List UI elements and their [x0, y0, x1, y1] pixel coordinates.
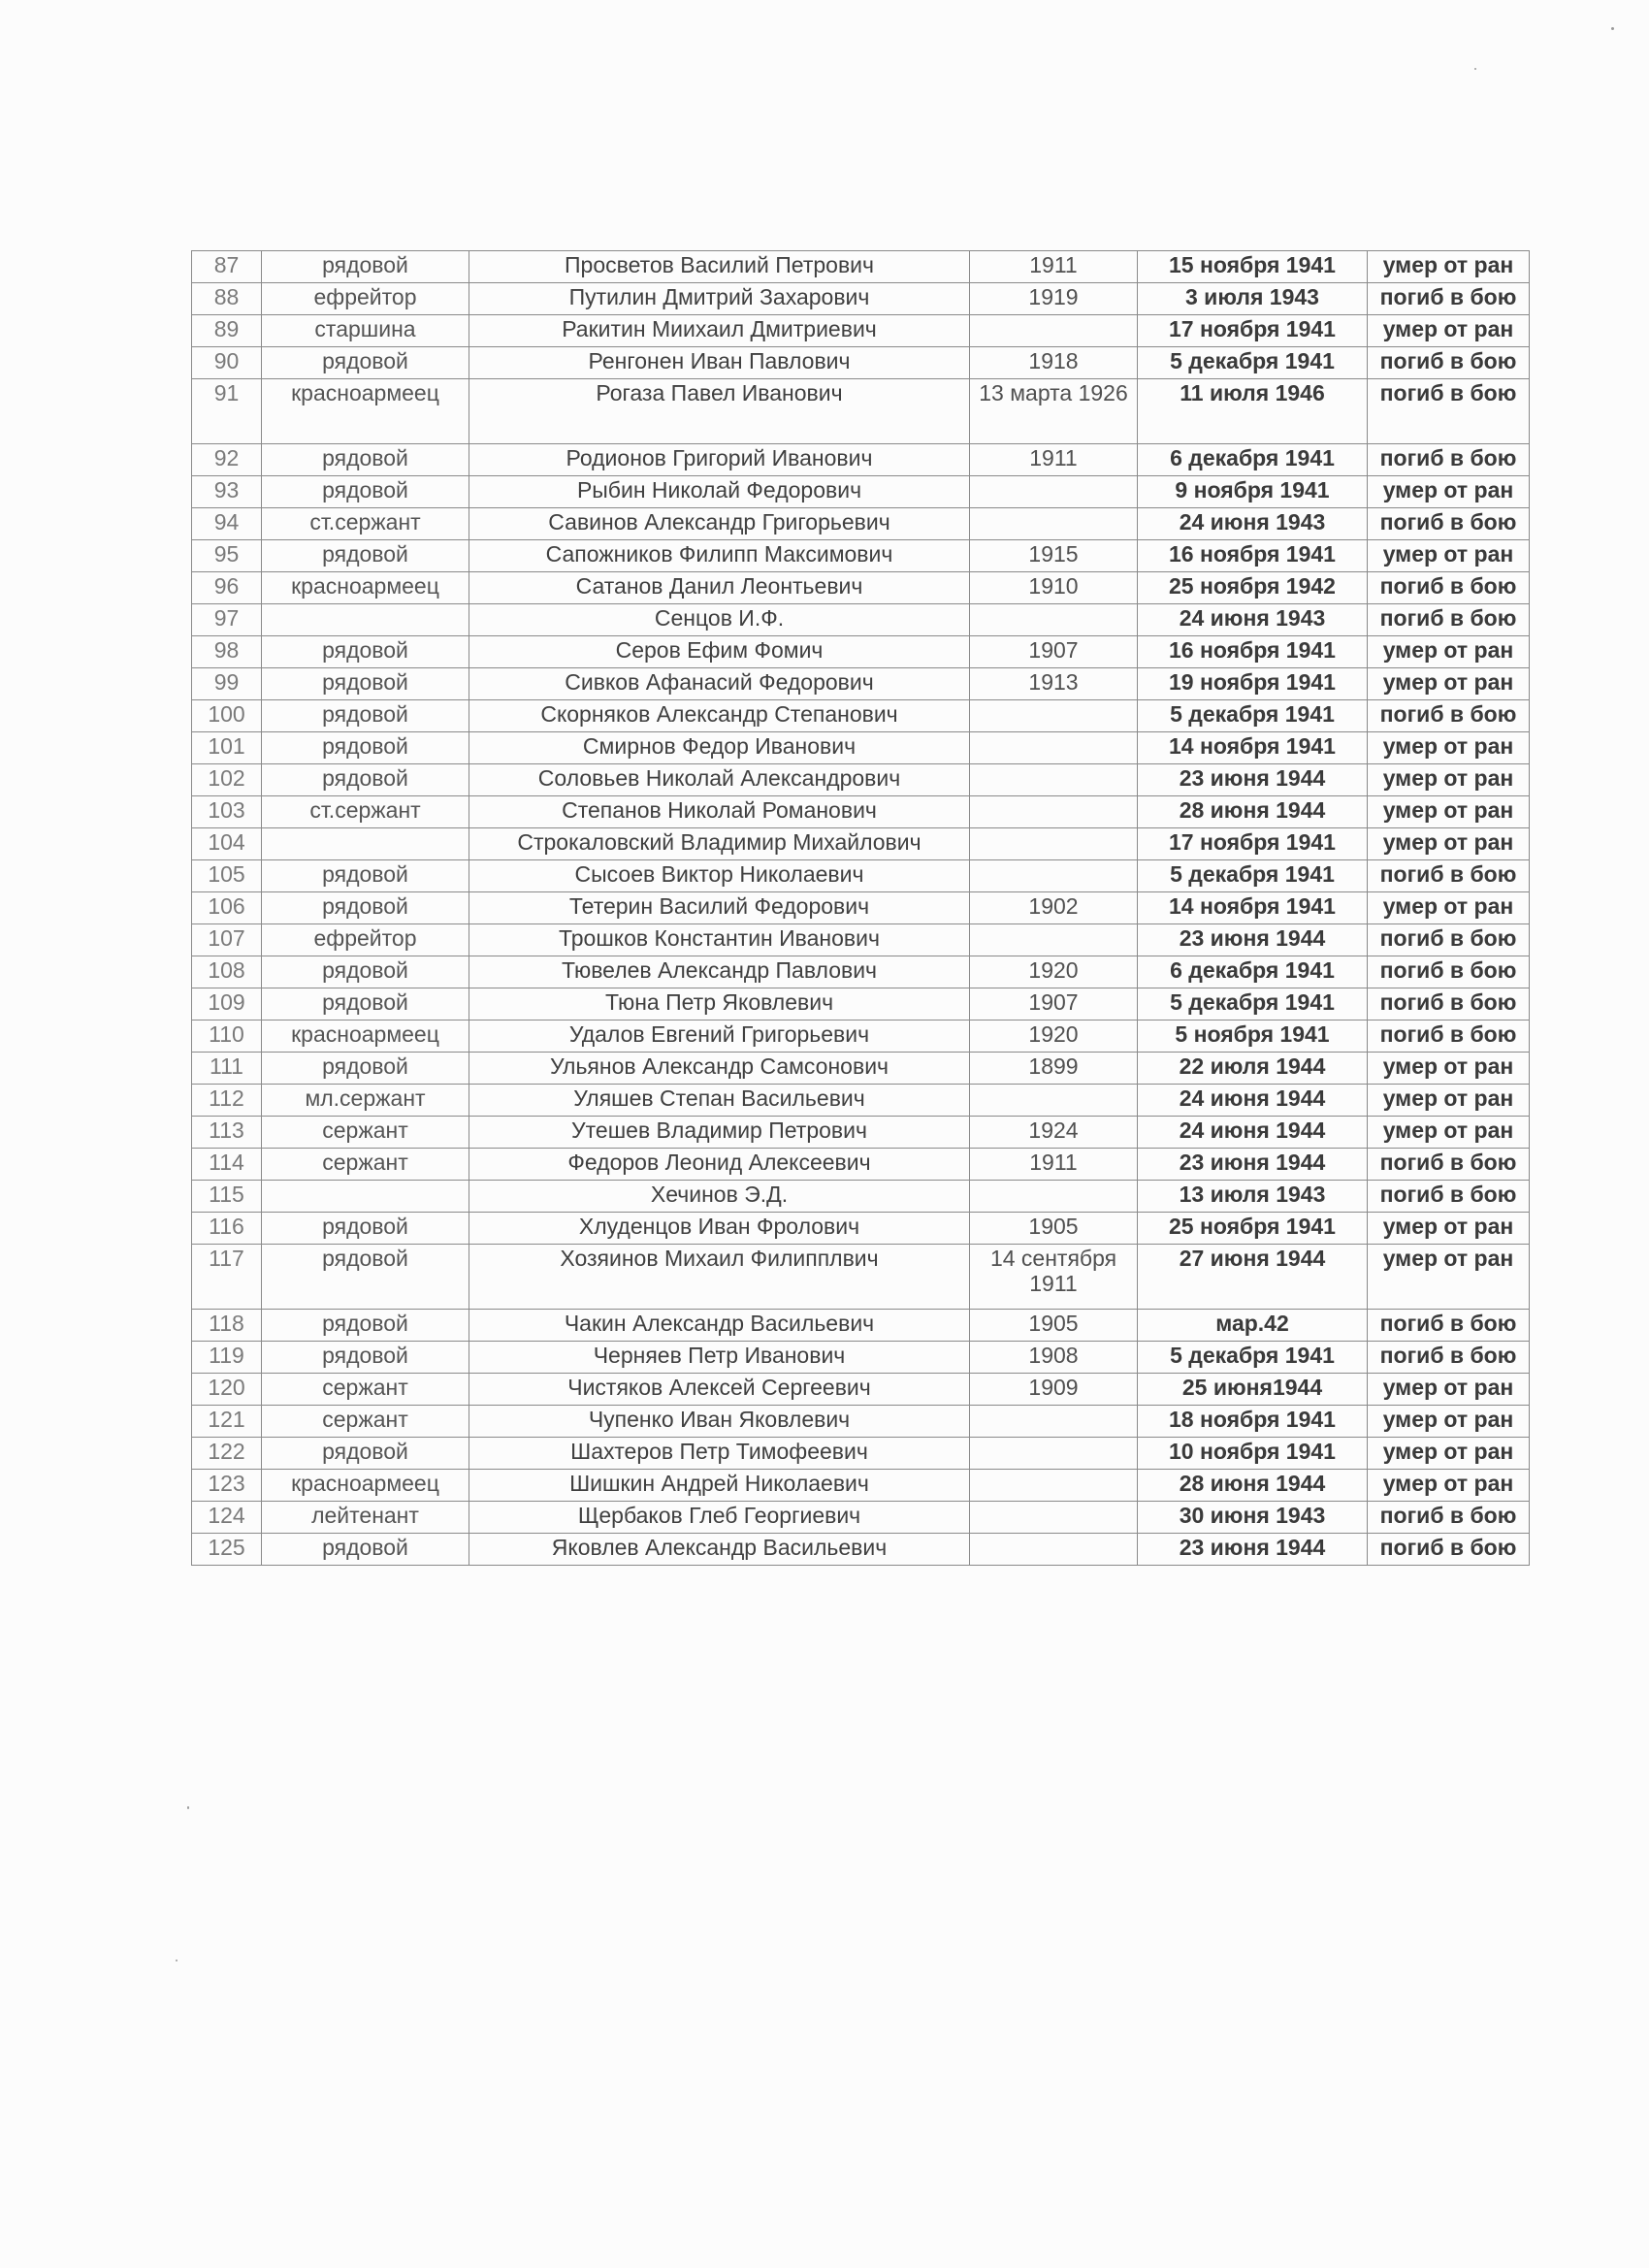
scan-speck — [1474, 68, 1476, 70]
death-date-cell: 23 июня 1944 — [1138, 1534, 1368, 1566]
death-date-cell: 24 июня 1944 — [1138, 1085, 1368, 1117]
rank-cell: сержант — [262, 1149, 469, 1181]
fate-cell: умер от ран — [1368, 1213, 1530, 1245]
row-number: 99 — [192, 668, 262, 700]
rank-cell: старшина — [262, 315, 469, 347]
table-row — [192, 1502, 1530, 1534]
table-row — [192, 892, 1530, 924]
fate-cell: умер от ран — [1368, 315, 1530, 347]
name-cell: Чакин Александр Васильевич — [469, 1310, 970, 1342]
table-row — [192, 700, 1530, 732]
name-cell: Путилин Дмитрий Захарович — [469, 283, 970, 315]
fate-cell: умер от ран — [1368, 732, 1530, 764]
row-number: 103 — [192, 796, 262, 828]
table-row — [192, 604, 1530, 636]
row-number: 94 — [192, 508, 262, 540]
birth-cell — [970, 1470, 1138, 1502]
death-date-cell: 17 ноября 1941 — [1138, 315, 1368, 347]
death-date-cell: 19 ноября 1941 — [1138, 668, 1368, 700]
table-row — [192, 1438, 1530, 1470]
row-number: 117 — [192, 1245, 262, 1310]
fate-cell: погиб в бою — [1368, 700, 1530, 732]
birth-cell — [970, 315, 1138, 347]
fate-cell: умер от ран — [1368, 476, 1530, 508]
birth-cell — [970, 700, 1138, 732]
row-number: 110 — [192, 1021, 262, 1053]
rank-cell: рядовой — [262, 1342, 469, 1374]
table-row — [192, 347, 1530, 379]
death-date-cell: 25 июня1944 — [1138, 1374, 1368, 1406]
name-cell: Савинов Александр Григорьевич — [469, 508, 970, 540]
name-cell: Рыбин Николай Федорович — [469, 476, 970, 508]
table-row — [192, 283, 1530, 315]
row-number: 119 — [192, 1342, 262, 1374]
rank-cell: ефрейтор — [262, 283, 469, 315]
rank-cell: красноармеец — [262, 379, 469, 444]
name-cell: Чупенко Иван Яковлевич — [469, 1406, 970, 1438]
fate-cell: погиб в бою — [1368, 1342, 1530, 1374]
row-number: 115 — [192, 1181, 262, 1213]
death-date-cell: мар.42 — [1138, 1310, 1368, 1342]
row-number: 113 — [192, 1117, 262, 1149]
name-cell: Родионов Григорий Иванович — [469, 444, 970, 476]
rank-cell: сержант — [262, 1117, 469, 1149]
fate-cell: погиб в бою — [1368, 572, 1530, 604]
death-date-cell: 25 ноября 1942 — [1138, 572, 1368, 604]
name-cell: Шахтеров Петр Тимофеевич — [469, 1438, 970, 1470]
name-cell: Просветов Василий Петрович — [469, 251, 970, 283]
rank-cell: рядовой — [262, 1438, 469, 1470]
rank-cell: рядовой — [262, 347, 469, 379]
birth-cell: 1924 — [970, 1117, 1138, 1149]
row-number: 124 — [192, 1502, 262, 1534]
name-cell: Шишкин Андрей Николаевич — [469, 1470, 970, 1502]
name-cell: Сатанов Данил Леонтьевич — [469, 572, 970, 604]
rank-cell: рядовой — [262, 988, 469, 1021]
rank-cell: рядовой — [262, 636, 469, 668]
death-date-cell: 28 июня 1944 — [1138, 796, 1368, 828]
fate-cell: погиб в бою — [1368, 1149, 1530, 1181]
name-cell: Сапожников Филипп Максимович — [469, 540, 970, 572]
row-number: 116 — [192, 1213, 262, 1245]
fate-cell: умер от ран — [1368, 1117, 1530, 1149]
rank-cell: мл.сержант — [262, 1085, 469, 1117]
rank-cell: рядовой — [262, 860, 469, 892]
row-number: 112 — [192, 1085, 262, 1117]
name-cell: Федоров Леонид Алексеевич — [469, 1149, 970, 1181]
name-cell: Трошков Константин Иванович — [469, 924, 970, 956]
fate-cell: умер от ран — [1368, 251, 1530, 283]
name-cell: Ренгонен Иван Павлович — [469, 347, 970, 379]
birth-cell — [970, 796, 1138, 828]
name-cell: Смирнов Федор Иванович — [469, 732, 970, 764]
fate-cell: умер от ран — [1368, 828, 1530, 860]
rank-cell: ст.сержант — [262, 508, 469, 540]
rank-cell: рядовой — [262, 476, 469, 508]
rank-cell: красноармеец — [262, 1021, 469, 1053]
death-date-cell: 23 июня 1944 — [1138, 1149, 1368, 1181]
birth-cell: 1918 — [970, 347, 1138, 379]
scan-speck — [1611, 27, 1614, 30]
row-number: 114 — [192, 1149, 262, 1181]
birth-cell: 1915 — [970, 540, 1138, 572]
fate-cell: умер от ран — [1368, 636, 1530, 668]
table-row — [192, 1021, 1530, 1053]
casualty-register-table — [191, 250, 1530, 1566]
row-number: 106 — [192, 892, 262, 924]
birth-cell: 1911 — [970, 251, 1138, 283]
fate-cell: погиб в бою — [1368, 988, 1530, 1021]
scan-speck — [176, 1960, 178, 1961]
fate-cell: погиб в бою — [1368, 956, 1530, 988]
row-number: 93 — [192, 476, 262, 508]
rank-cell: рядовой — [262, 668, 469, 700]
fate-cell: погиб в бою — [1368, 508, 1530, 540]
birth-cell — [970, 1181, 1138, 1213]
name-cell: Соловьев Николай Александрович — [469, 764, 970, 796]
birth-cell: 1919 — [970, 283, 1138, 315]
name-cell: Сивков Афанасий Федорович — [469, 668, 970, 700]
birth-cell — [970, 1534, 1138, 1566]
fate-cell: погиб в бою — [1368, 1310, 1530, 1342]
birth-cell: 1899 — [970, 1053, 1138, 1085]
rank-cell: рядовой — [262, 1310, 469, 1342]
birth-cell: 1920 — [970, 956, 1138, 988]
birth-cell: 1920 — [970, 1021, 1138, 1053]
table-row — [192, 540, 1530, 572]
row-number: 123 — [192, 1470, 262, 1502]
fate-cell: погиб в бою — [1368, 444, 1530, 476]
birth-cell: 1911 — [970, 444, 1138, 476]
row-number: 101 — [192, 732, 262, 764]
name-cell: Щербаков Глеб Георгиевич — [469, 1502, 970, 1534]
name-cell: Тетерин Василий Федорович — [469, 892, 970, 924]
death-date-cell: 16 ноября 1941 — [1138, 540, 1368, 572]
rank-cell: рядовой — [262, 892, 469, 924]
table-row — [192, 1213, 1530, 1245]
death-date-cell: 5 декабря 1941 — [1138, 860, 1368, 892]
rank-cell: красноармеец — [262, 572, 469, 604]
table-row — [192, 1181, 1530, 1213]
fate-cell: умер от ран — [1368, 1245, 1530, 1310]
row-number: 89 — [192, 315, 262, 347]
birth-cell: 1907 — [970, 988, 1138, 1021]
rank-cell: сержант — [262, 1406, 469, 1438]
death-date-cell: 22 июля 1944 — [1138, 1053, 1368, 1085]
register-body — [192, 251, 1530, 1566]
table-row — [192, 572, 1530, 604]
birth-cell — [970, 1406, 1138, 1438]
death-date-cell: 17 ноября 1941 — [1138, 828, 1368, 860]
fate-cell: умер от ран — [1368, 1470, 1530, 1502]
row-number: 92 — [192, 444, 262, 476]
name-cell: Хечинов Э.Д. — [469, 1181, 970, 1213]
row-number: 125 — [192, 1534, 262, 1566]
fate-cell: погиб в бою — [1368, 1021, 1530, 1053]
table-row — [192, 1534, 1530, 1566]
row-number: 100 — [192, 700, 262, 732]
table-row — [192, 732, 1530, 764]
fate-cell: погиб в бою — [1368, 1502, 1530, 1534]
row-number: 104 — [192, 828, 262, 860]
name-cell: Тювелев Александр Павлович — [469, 956, 970, 988]
table-row — [192, 636, 1530, 668]
death-date-cell: 24 июня 1944 — [1138, 1117, 1368, 1149]
rank-cell: рядовой — [262, 1245, 469, 1310]
rank-cell: рядовой — [262, 956, 469, 988]
scan-speck — [187, 1806, 189, 1809]
birth-cell — [970, 476, 1138, 508]
table-row — [192, 1117, 1530, 1149]
rank-cell: рядовой — [262, 1053, 469, 1085]
name-cell: Черняев Петр Иванович — [469, 1342, 970, 1374]
death-date-cell: 6 декабря 1941 — [1138, 444, 1368, 476]
birth-cell — [970, 828, 1138, 860]
name-cell: Тюна Петр Яковлевич — [469, 988, 970, 1021]
table-row — [192, 1053, 1530, 1085]
birth-cell: 1909 — [970, 1374, 1138, 1406]
birth-cell: 1910 — [970, 572, 1138, 604]
fate-cell: погиб в бою — [1368, 1534, 1530, 1566]
table-row — [192, 1310, 1530, 1342]
rank-cell: рядовой — [262, 764, 469, 796]
table-row — [192, 764, 1530, 796]
row-number: 120 — [192, 1374, 262, 1406]
death-date-cell: 5 ноября 1941 — [1138, 1021, 1368, 1053]
death-date-cell: 16 ноября 1941 — [1138, 636, 1368, 668]
death-date-cell: 6 декабря 1941 — [1138, 956, 1368, 988]
table-row — [192, 508, 1530, 540]
rank-cell: рядовой — [262, 1534, 469, 1566]
birth-cell: 1911 — [970, 1149, 1138, 1181]
rank-cell — [262, 604, 469, 636]
birth-cell — [970, 1085, 1138, 1117]
rank-cell: рядовой — [262, 700, 469, 732]
table-row — [192, 1374, 1530, 1406]
table-row — [192, 988, 1530, 1021]
row-number: 111 — [192, 1053, 262, 1085]
birth-cell — [970, 860, 1138, 892]
rank-cell: ст.сержант — [262, 796, 469, 828]
table-row — [192, 1470, 1530, 1502]
birth-cell: 1902 — [970, 892, 1138, 924]
name-cell: Серов Ефим Фомич — [469, 636, 970, 668]
death-date-cell: 10 ноября 1941 — [1138, 1438, 1368, 1470]
row-number: 98 — [192, 636, 262, 668]
death-date-cell: 11 июля 1946 — [1138, 379, 1368, 444]
name-cell: Сысоев Виктор Николаевич — [469, 860, 970, 892]
death-date-cell: 5 декабря 1941 — [1138, 988, 1368, 1021]
row-number: 96 — [192, 572, 262, 604]
birth-cell: 1908 — [970, 1342, 1138, 1374]
death-date-cell: 24 июня 1943 — [1138, 508, 1368, 540]
birth-cell — [970, 1502, 1138, 1534]
rank-cell: рядовой — [262, 1213, 469, 1245]
row-number: 121 — [192, 1406, 262, 1438]
death-date-cell: 25 ноября 1941 — [1138, 1213, 1368, 1245]
fate-cell: погиб в бою — [1368, 283, 1530, 315]
name-cell: Степанов Николай Романович — [469, 796, 970, 828]
table-row — [192, 796, 1530, 828]
fate-cell: умер от ран — [1368, 540, 1530, 572]
birth-cell: 13 марта 1926 — [970, 379, 1138, 444]
fate-cell: умер от ран — [1368, 1438, 1530, 1470]
row-number: 95 — [192, 540, 262, 572]
death-date-cell: 3 июля 1943 — [1138, 283, 1368, 315]
table-row — [192, 1149, 1530, 1181]
table-row — [192, 444, 1530, 476]
table-row — [192, 668, 1530, 700]
name-cell: Хлуденцов Иван Фролович — [469, 1213, 970, 1245]
death-date-cell: 28 июня 1944 — [1138, 1470, 1368, 1502]
table-row — [192, 476, 1530, 508]
table-row — [192, 379, 1530, 444]
table-row — [192, 1245, 1530, 1310]
row-number: 90 — [192, 347, 262, 379]
birth-cell: 1913 — [970, 668, 1138, 700]
fate-cell: умер от ран — [1368, 796, 1530, 828]
birth-cell: 1905 — [970, 1310, 1138, 1342]
death-date-cell: 5 декабря 1941 — [1138, 700, 1368, 732]
fate-cell: умер от ран — [1368, 1053, 1530, 1085]
birth-cell — [970, 732, 1138, 764]
fate-cell: погиб в бою — [1368, 379, 1530, 444]
birth-cell — [970, 604, 1138, 636]
birth-cell: 14 сентября 1911 — [970, 1245, 1138, 1310]
rank-cell: рядовой — [262, 540, 469, 572]
rank-cell: рядовой — [262, 444, 469, 476]
fate-cell: умер от ран — [1368, 668, 1530, 700]
table-row — [192, 1085, 1530, 1117]
death-date-cell: 24 июня 1943 — [1138, 604, 1368, 636]
name-cell: Утешев Владимир Петрович — [469, 1117, 970, 1149]
death-date-cell: 23 июня 1944 — [1138, 924, 1368, 956]
birth-cell — [970, 1438, 1138, 1470]
row-number: 118 — [192, 1310, 262, 1342]
fate-cell: умер от ран — [1368, 1085, 1530, 1117]
table-row — [192, 924, 1530, 956]
death-date-cell: 5 декабря 1941 — [1138, 1342, 1368, 1374]
rank-cell — [262, 828, 469, 860]
table-row — [192, 956, 1530, 988]
name-cell: Рогаза Павел Иванович — [469, 379, 970, 444]
name-cell: Ракитин Миихаил Дмитриевич — [469, 315, 970, 347]
name-cell: Ульянов Александр Самсонович — [469, 1053, 970, 1085]
rank-cell: красноармеец — [262, 1470, 469, 1502]
row-number: 107 — [192, 924, 262, 956]
death-date-cell: 13 июля 1943 — [1138, 1181, 1368, 1213]
name-cell: Скорняков Александр Степанович — [469, 700, 970, 732]
row-number: 105 — [192, 860, 262, 892]
fate-cell: умер от ран — [1368, 764, 1530, 796]
fate-cell: погиб в бою — [1368, 347, 1530, 379]
fate-cell: погиб в бою — [1368, 604, 1530, 636]
row-number: 102 — [192, 764, 262, 796]
birth-cell — [970, 924, 1138, 956]
table-row — [192, 315, 1530, 347]
table-row — [192, 1342, 1530, 1374]
row-number: 88 — [192, 283, 262, 315]
death-date-cell: 5 декабря 1941 — [1138, 347, 1368, 379]
row-number: 109 — [192, 988, 262, 1021]
death-date-cell: 15 ноября 1941 — [1138, 251, 1368, 283]
row-number: 87 — [192, 251, 262, 283]
fate-cell: умер от ран — [1368, 1374, 1530, 1406]
name-cell: Уляшев Степан Васильевич — [469, 1085, 970, 1117]
birth-cell: 1907 — [970, 636, 1138, 668]
birth-cell: 1905 — [970, 1213, 1138, 1245]
fate-cell: умер от ран — [1368, 892, 1530, 924]
death-date-cell: 27 июня 1944 — [1138, 1245, 1368, 1310]
row-number: 91 — [192, 379, 262, 444]
death-date-cell: 14 ноября 1941 — [1138, 892, 1368, 924]
rank-cell — [262, 1181, 469, 1213]
death-date-cell: 18 ноября 1941 — [1138, 1406, 1368, 1438]
fate-cell: погиб в бою — [1368, 860, 1530, 892]
row-number: 97 — [192, 604, 262, 636]
row-number: 122 — [192, 1438, 262, 1470]
fate-cell: погиб в бою — [1368, 924, 1530, 956]
name-cell: Хозяинов Михаил Филипплвич — [469, 1245, 970, 1310]
death-date-cell: 23 июня 1944 — [1138, 764, 1368, 796]
table-row — [192, 1406, 1530, 1438]
death-date-cell: 14 ноября 1941 — [1138, 732, 1368, 764]
fate-cell: погиб в бою — [1368, 1181, 1530, 1213]
name-cell: Удалов Евгений Григорьевич — [469, 1021, 970, 1053]
birth-cell — [970, 508, 1138, 540]
death-date-cell: 30 июня 1943 — [1138, 1502, 1368, 1534]
death-date-cell: 9 ноября 1941 — [1138, 476, 1368, 508]
table-row — [192, 251, 1530, 283]
name-cell: Строкаловский Владимир Михайлович — [469, 828, 970, 860]
name-cell: Сенцов И.Ф. — [469, 604, 970, 636]
name-cell: Яковлев Александр Васильевич — [469, 1534, 970, 1566]
table-row — [192, 828, 1530, 860]
rank-cell: ефрейтор — [262, 924, 469, 956]
rank-cell: рядовой — [262, 251, 469, 283]
rank-cell: сержант — [262, 1374, 469, 1406]
name-cell: Чистяков Алексей Сергеевич — [469, 1374, 970, 1406]
fate-cell: умер от ран — [1368, 1406, 1530, 1438]
rank-cell: рядовой — [262, 732, 469, 764]
table-row — [192, 860, 1530, 892]
birth-cell — [970, 764, 1138, 796]
rank-cell: лейтенант — [262, 1502, 469, 1534]
row-number: 108 — [192, 956, 262, 988]
